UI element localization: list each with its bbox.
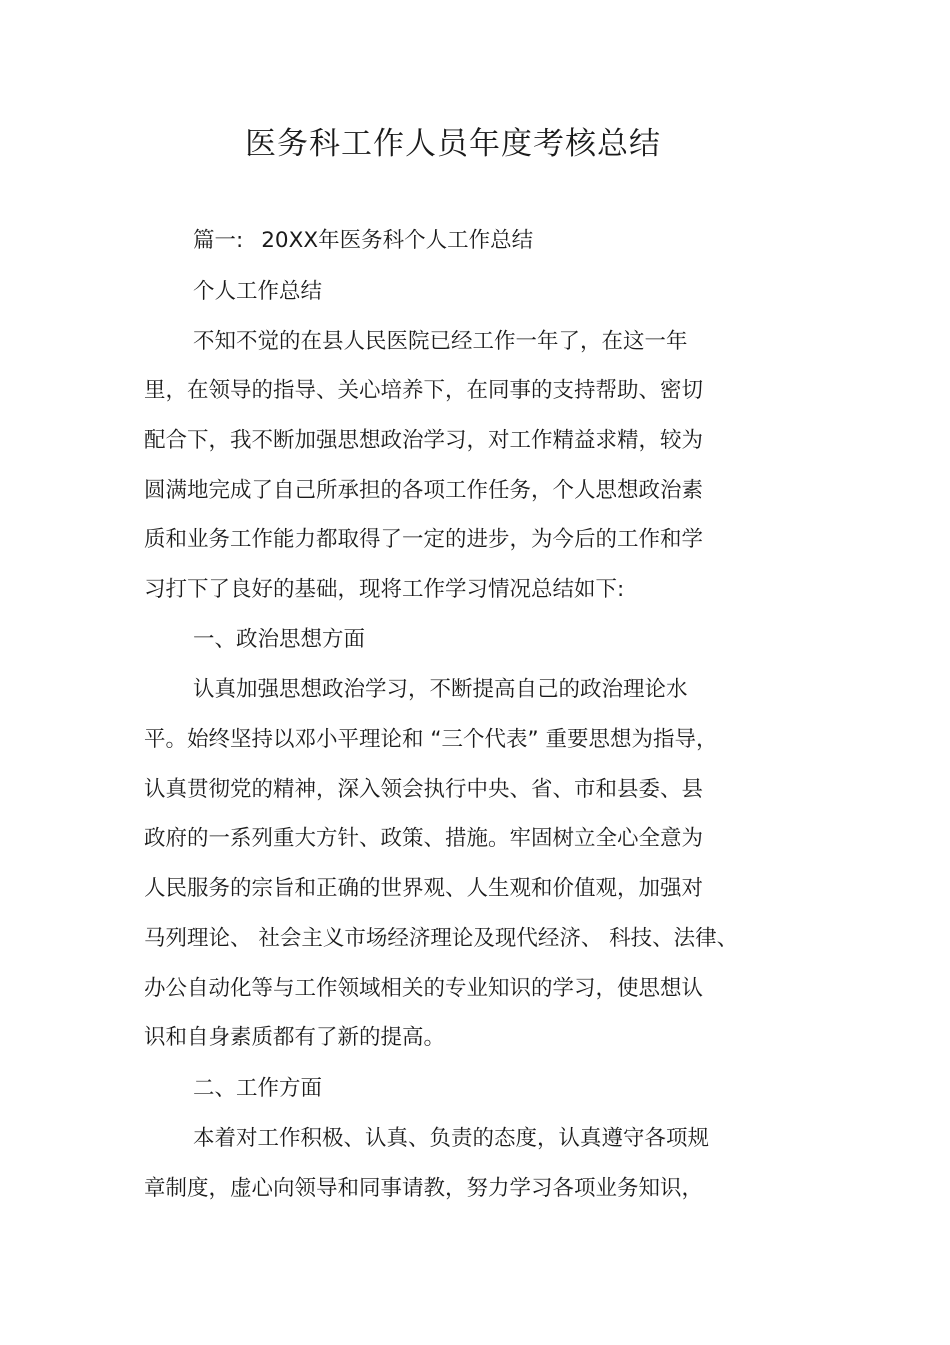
paragraph-line: 不知不觉的在县人民医院已经工作一年了，在这一年 (193, 329, 688, 354)
paragraph-line: 里，在领导的指导、关心培养下，在同事的支持帮助、密切 (144, 378, 704, 403)
section-heading (193, 226, 533, 256)
subheading-personal-summary: 个人工作总结 (193, 279, 323, 304)
paragraph-line: 识和自身素质都有了新的提高。 (144, 1025, 446, 1050)
paragraph-line: 认真加强思想政治学习，不断提高自己的政治理论水 (193, 677, 688, 702)
paragraph-line: 章制度，虚心向领导和同事请教，努力学习各项业务知识， (144, 1176, 704, 1201)
paragraph-line: 平。始终坚持以邓小平理论和 “三个代表” 重要思想为指导， (144, 727, 718, 752)
paragraph-line: 马列理论、 社会主义市场经济理论及现代经济、 科技、法律、 (144, 926, 739, 951)
document-title: 医务科工作人员年度考核总结 (245, 126, 661, 162)
paragraph-line: 圆满地完成了自己所承担的各项工作任务，个人思想政治素 (144, 478, 704, 503)
section-label: 篇一: (193, 228, 244, 253)
paragraph-line: 人民服务的宗旨和正确的世界观、人生观和价值观，加强对 (144, 876, 704, 901)
paragraph-line: 质和业务工作能力都取得了一定的进步，为今后的工作和学 (144, 527, 704, 552)
paragraph-line: 配合下，我不断加强思想政治学习，对工作精益求精，较为 (144, 428, 704, 453)
paragraph-line: 本着对工作积极、认真、负责的态度，认真遵守各项规 (193, 1126, 710, 1151)
section-heading-work: 二、工作方面 (193, 1076, 323, 1101)
section-title: 20XX年医务科个人工作总结 (261, 228, 534, 253)
section-heading-politics: 一、政治思想方面 (193, 627, 366, 652)
paragraph-line: 习打下了良好的基础，现将工作学习情况总结如下: (144, 577, 625, 602)
paragraph-line: 认真贯彻党的精神，深入领会执行中央、省、市和县委、县 (144, 777, 704, 802)
paragraph-line: 政府的一系列重大方针、政策、措施。牢固树立全心全意为 (144, 826, 704, 851)
paragraph-line: 办公自动化等与工作领域相关的专业知识的学习，使思想认 (144, 976, 704, 1001)
